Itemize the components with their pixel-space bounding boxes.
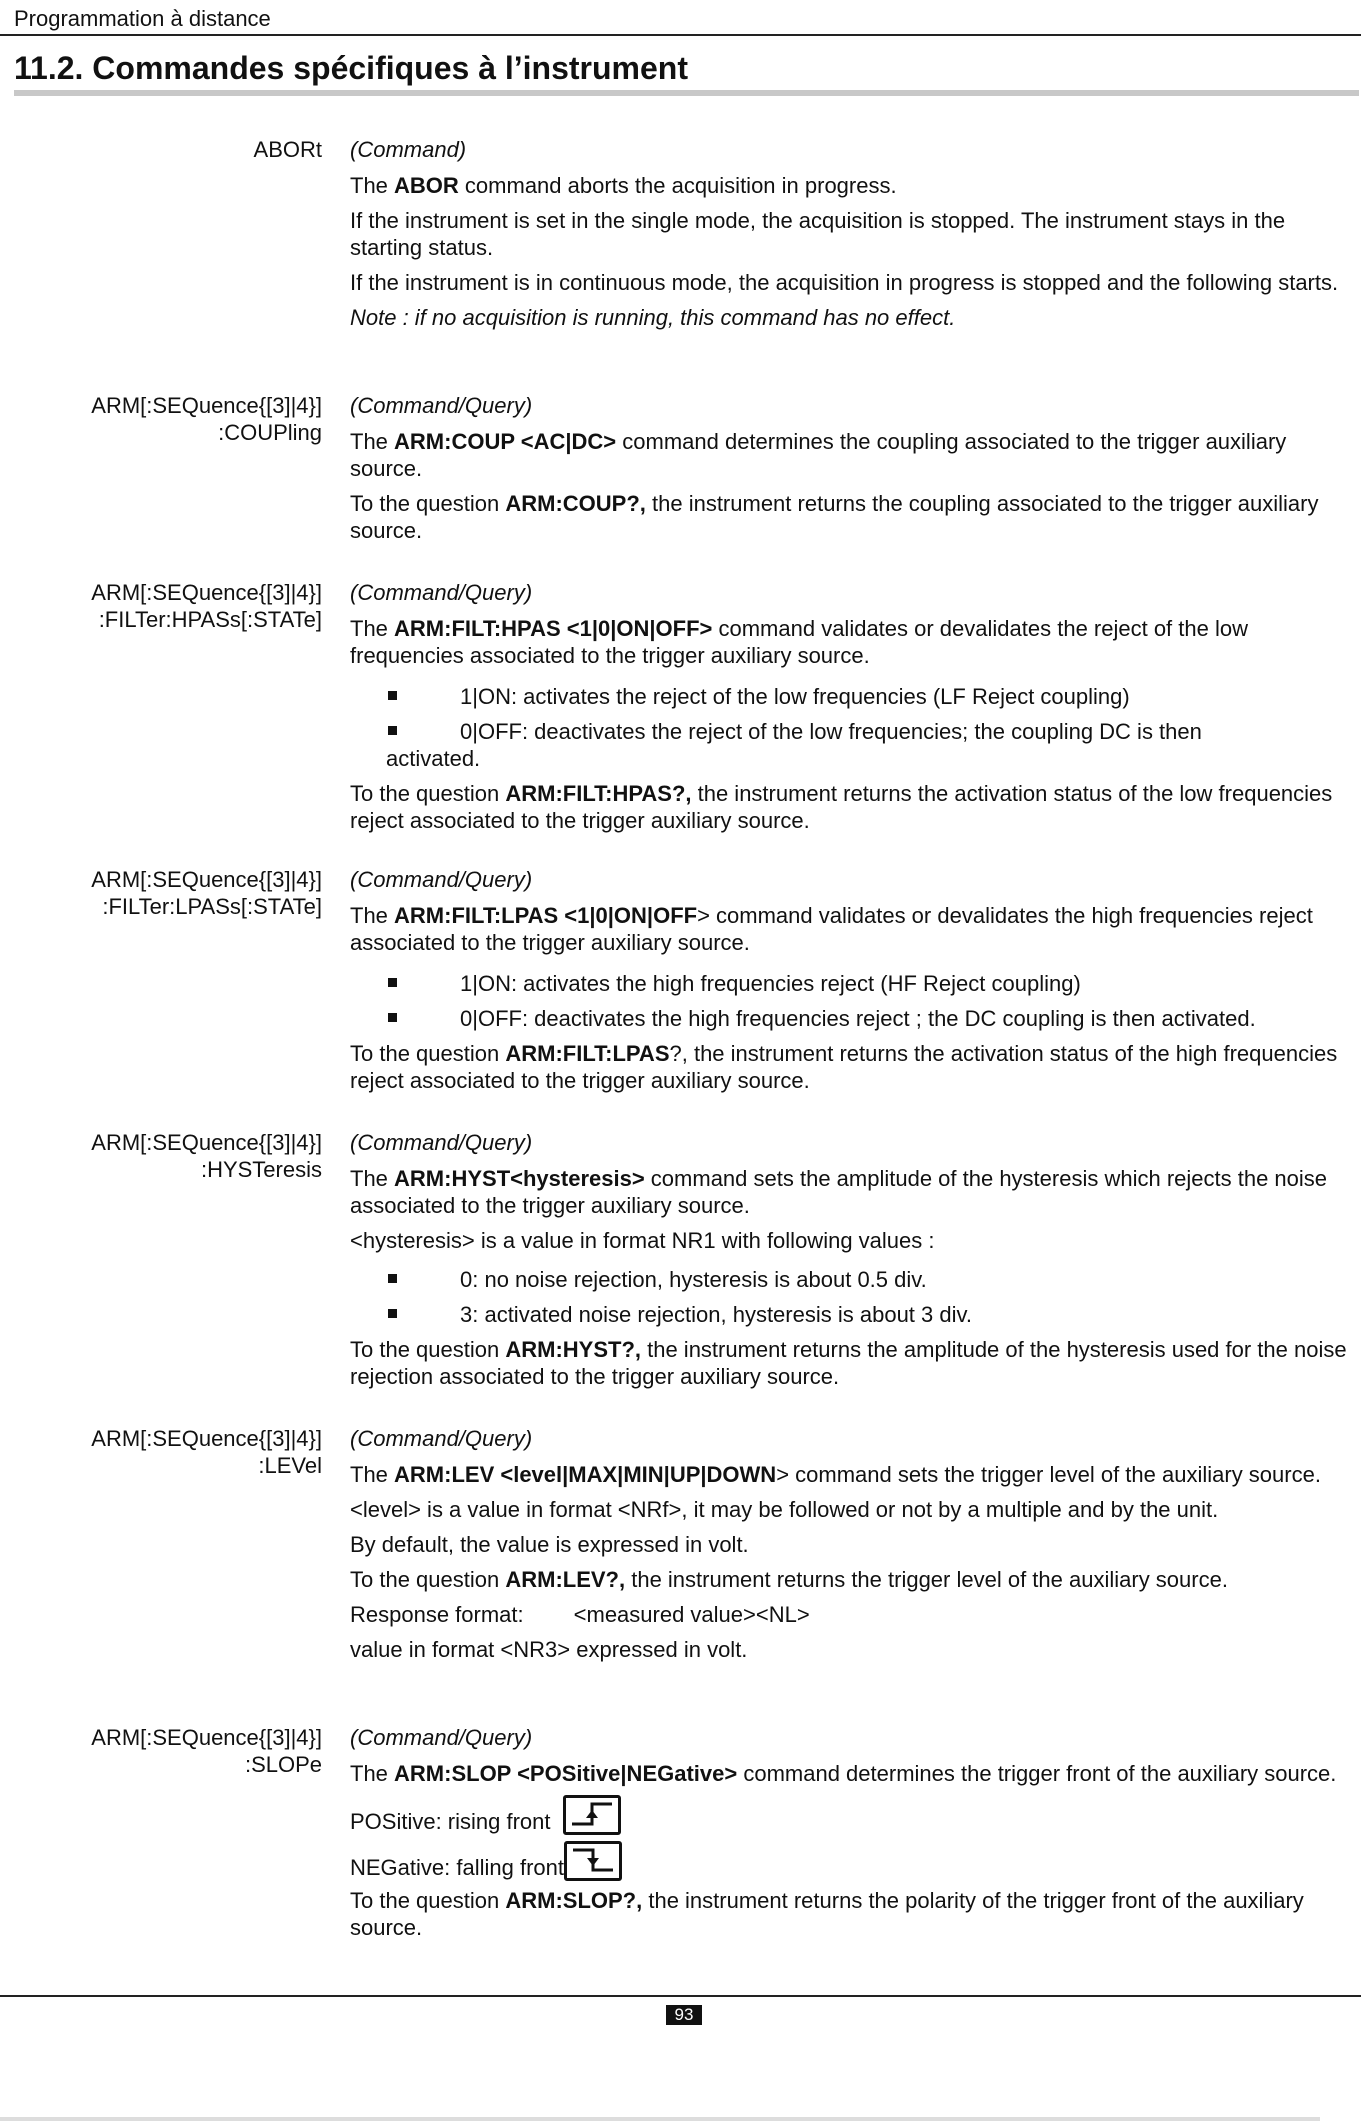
page-number: 93 xyxy=(666,2005,702,2025)
command-description xyxy=(350,136,1350,339)
paragraph: The ARM:SLOP <POSitive|NEGative> command determines the trigger front of the auxiliary source. xyxy=(350,1761,1337,1786)
command-description xyxy=(350,392,1350,552)
paragraph: value in format <NR3> expressed in volt. xyxy=(350,1637,748,1662)
command-type: (Command/Query) xyxy=(350,580,533,605)
header-divider xyxy=(0,34,1361,36)
command-description xyxy=(350,1425,1350,1671)
rising-edge-icon xyxy=(563,1795,621,1835)
paragraph: To the question ARM:FILT:LPAS?, the instrument returns the activation status of the high frequencies reject associated to the trigger auxiliary source. xyxy=(350,1041,1338,1093)
paragraph: The ARM:FILT:LPAS <1|0|ON|OFF> command validates or devalidates the high frequencies reject associated to the trigger auxiliary source. xyxy=(350,903,1313,955)
command-name: ARM[:SEQuence{[3]|4}] :FILTer:LPASs[:STATe] xyxy=(91,867,322,919)
paragraph: To the question ARM:FILT:HPAS?, the instrument returns the activation status of the low frequencies reject associated to the trigger auxiliary source. xyxy=(350,781,1333,833)
negative-slope-line: NEGative: falling front xyxy=(350,1841,1350,1881)
paragraph: To the question ARM:LEV?, the instrument returns the trigger level of the auxiliary source. xyxy=(350,1567,1228,1592)
paragraph: The ARM:HYST<hysteresis> command sets the amplitude of the hysteresis which rejects the noise associated to the trigger auxiliary source. xyxy=(350,1166,1328,1218)
paragraph: The ARM:COUP <AC|DC> command determines the coupling associated to the trigger auxiliary source. xyxy=(350,429,1287,481)
command-type: (Command/Query) xyxy=(350,1725,533,1750)
command-name: ARM[:SEQuence{[3]|4}] :LEVel xyxy=(91,1426,322,1478)
command-name: ARM[:SEQuence{[3]|4}] :HYSTeresis xyxy=(91,1130,322,1182)
command-name: ARM[:SEQuence{[3]|4}] :COUPling xyxy=(91,393,322,445)
list-item: 0: no noise rejection, hysteresis is about 0.5 div. xyxy=(350,1266,1350,1293)
paragraph: The ARM:LEV <level|MAX|MIN|UP|DOWN> command sets the trigger level of the auxiliary source. xyxy=(350,1462,1321,1487)
paragraph: By default, the value is expressed in volt. xyxy=(350,1532,749,1557)
response-format: Response format: <measured value><NL> xyxy=(350,1602,810,1627)
paragraph: <hysteresis> is a value in format NR1 with following values : xyxy=(350,1228,935,1253)
list-item: 0|OFF: deactivates the high frequencies reject ; the DC coupling is then activated. xyxy=(350,1005,1350,1032)
title-underline xyxy=(14,90,1359,96)
list-item: 0|OFF: deactivates the reject of the low frequencies; the coupling DC is then activated. xyxy=(386,719,1202,771)
command-type: (Command/Query) xyxy=(350,867,533,892)
footer-divider xyxy=(0,1995,1361,1997)
command-description xyxy=(350,1129,1350,1398)
paragraph: To the question ARM:SLOP?, the instrument returns the polarity of the trigger front of the auxiliary source. xyxy=(350,1888,1304,1940)
paragraph: <level> is a value in format <NRf>, it may be followed or not by a multiple and by the unit. xyxy=(350,1497,1219,1522)
command-type: (Command/Query) xyxy=(350,393,533,418)
list-item: 3: activated noise rejection, hysteresis is about 3 div. xyxy=(350,1301,1350,1328)
command-name: ARM[:SEQuence{[3]|4}] :FILTer:HPASs[:STATe] xyxy=(91,580,322,632)
command-type: (Command/Query) xyxy=(350,1426,533,1451)
section-title: 11.2. Commandes spécifiques à l’instrument xyxy=(14,50,688,86)
paragraph: To the question ARM:HYST?, the instrument returns the amplitude of the hysteresis used for the noise rejection associated to the trigger auxiliary source. xyxy=(350,1337,1347,1389)
command-name: ABORt xyxy=(253,137,322,162)
list-item: 1|ON: activates the high frequencies reject (HF Reject coupling) xyxy=(350,970,1350,997)
command-type: (Command) xyxy=(350,137,467,162)
paragraph: The ABOR command aborts the acquisition in progress. xyxy=(350,173,897,198)
positive-slope-line: POSitive: rising front xyxy=(350,1795,1350,1835)
paragraph: If the instrument is in continuous mode, the acquisition in progress is stopped and the following starts. xyxy=(350,270,1339,295)
list-item: 1|ON: activates the reject of the low frequencies (LF Reject coupling) xyxy=(350,683,1350,710)
command-type: (Command/Query) xyxy=(350,1130,533,1155)
command-description xyxy=(350,579,1350,842)
paragraph: The ARM:FILT:HPAS <1|0|ON|OFF> command validates or devalidates the reject of the low frequencies associated to the trigger auxiliary source. xyxy=(350,616,1248,668)
command-description xyxy=(350,866,1350,1102)
command-name: ARM[:SEQuence{[3]|4}] :SLOPe xyxy=(91,1725,322,1777)
falling-edge-icon xyxy=(564,1841,622,1881)
command-description xyxy=(350,1724,1350,1949)
paragraph: If the instrument is set in the single mode, the acquisition is stopped. The instrument stays in the starting status. xyxy=(350,208,1286,260)
note: Note : if no acquisition is running, this command has no effect. xyxy=(350,305,956,330)
bottom-divider xyxy=(0,2117,1320,2121)
paragraph: To the question ARM:COUP?, the instrument returns the coupling associated to the trigger auxiliary source. xyxy=(350,491,1319,543)
running-header: Programmation à distance xyxy=(14,6,271,31)
